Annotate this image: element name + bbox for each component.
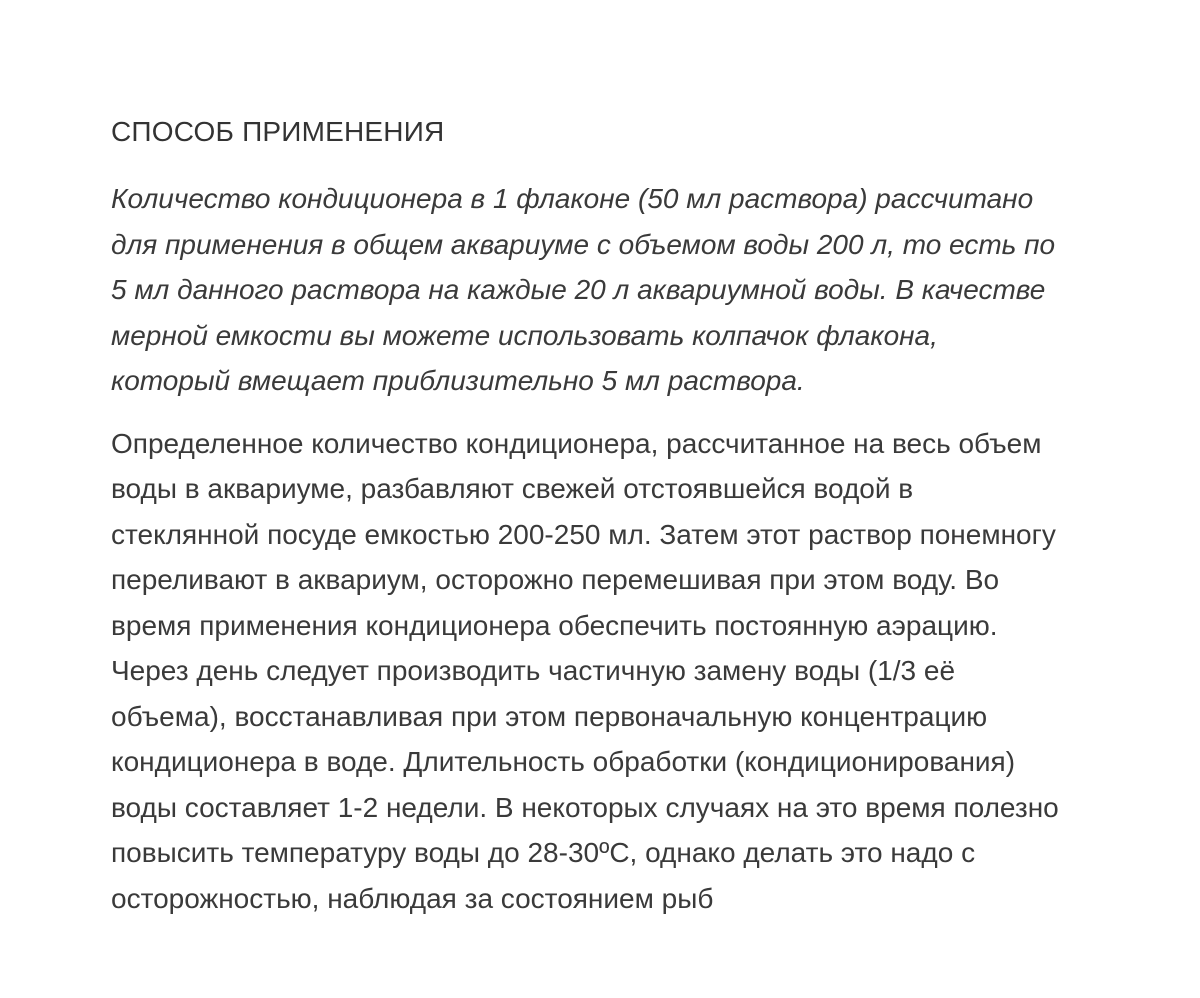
dosage-paragraph xyxy=(111,176,1171,404)
paragraph-line: повысить температуру воды до 28-30ºС, однако делать это надо с xyxy=(111,837,976,868)
paragraph-line: Количество кондиционера в 1 флаконе (50 мл раствора) рассчитано xyxy=(111,183,1034,214)
usage-paragraph xyxy=(111,421,1171,922)
paragraph-line: объема), восстанавливая при этом первоначальную концентрацию xyxy=(111,700,988,732)
paragraph-line: который вмещает приблизительно 5 мл раствора. xyxy=(111,365,805,396)
paragraph-line: воды в аквариуме, разбавляют свежей отстоявшейся водой в xyxy=(111,473,914,504)
paragraph-line: Через день следует производить частичную замену воды (1/3 её xyxy=(111,655,956,686)
instructions-section xyxy=(111,110,1171,914)
paragraph-line: кондиционера в воде. Длительность обработки (кондиционирования) xyxy=(111,746,1016,777)
paragraph-line: воды составляет 1-2 недели. В некоторых случаях на это время полезно xyxy=(111,791,1059,823)
paragraph-line-clipped: осторожностью, наблюдая за состоянием рыб xyxy=(111,882,714,914)
paragraph-line: стеклянной посуде емкостью 200-250 мл. Затем этот раствор понемногу xyxy=(111,518,1056,550)
section-title: СПОСОБ ПРИМЕНЕНИЯ xyxy=(111,116,445,147)
paragraph-line: для применения в общем аквариуме с объемом воды 200 л, то есть по xyxy=(111,228,1056,260)
paragraph-line: 5 мл данного раствора на каждые 20 л аквариумной воды. В качестве xyxy=(111,274,1046,305)
paragraph-line: время применения кондиционера обеспечить постоянную аэрацию. xyxy=(111,609,998,641)
usage-paragraph-viewport xyxy=(111,421,1171,914)
paragraph-line: переливают в аквариум, осторожно перемешивая при этом воду. Во xyxy=(111,564,1000,595)
paragraph-line: Определенное количество кондиционера, рассчитанное на весь объем xyxy=(111,427,1042,459)
paragraph-line: мерной емкости вы можете использовать колпачок флакона, xyxy=(111,319,938,351)
